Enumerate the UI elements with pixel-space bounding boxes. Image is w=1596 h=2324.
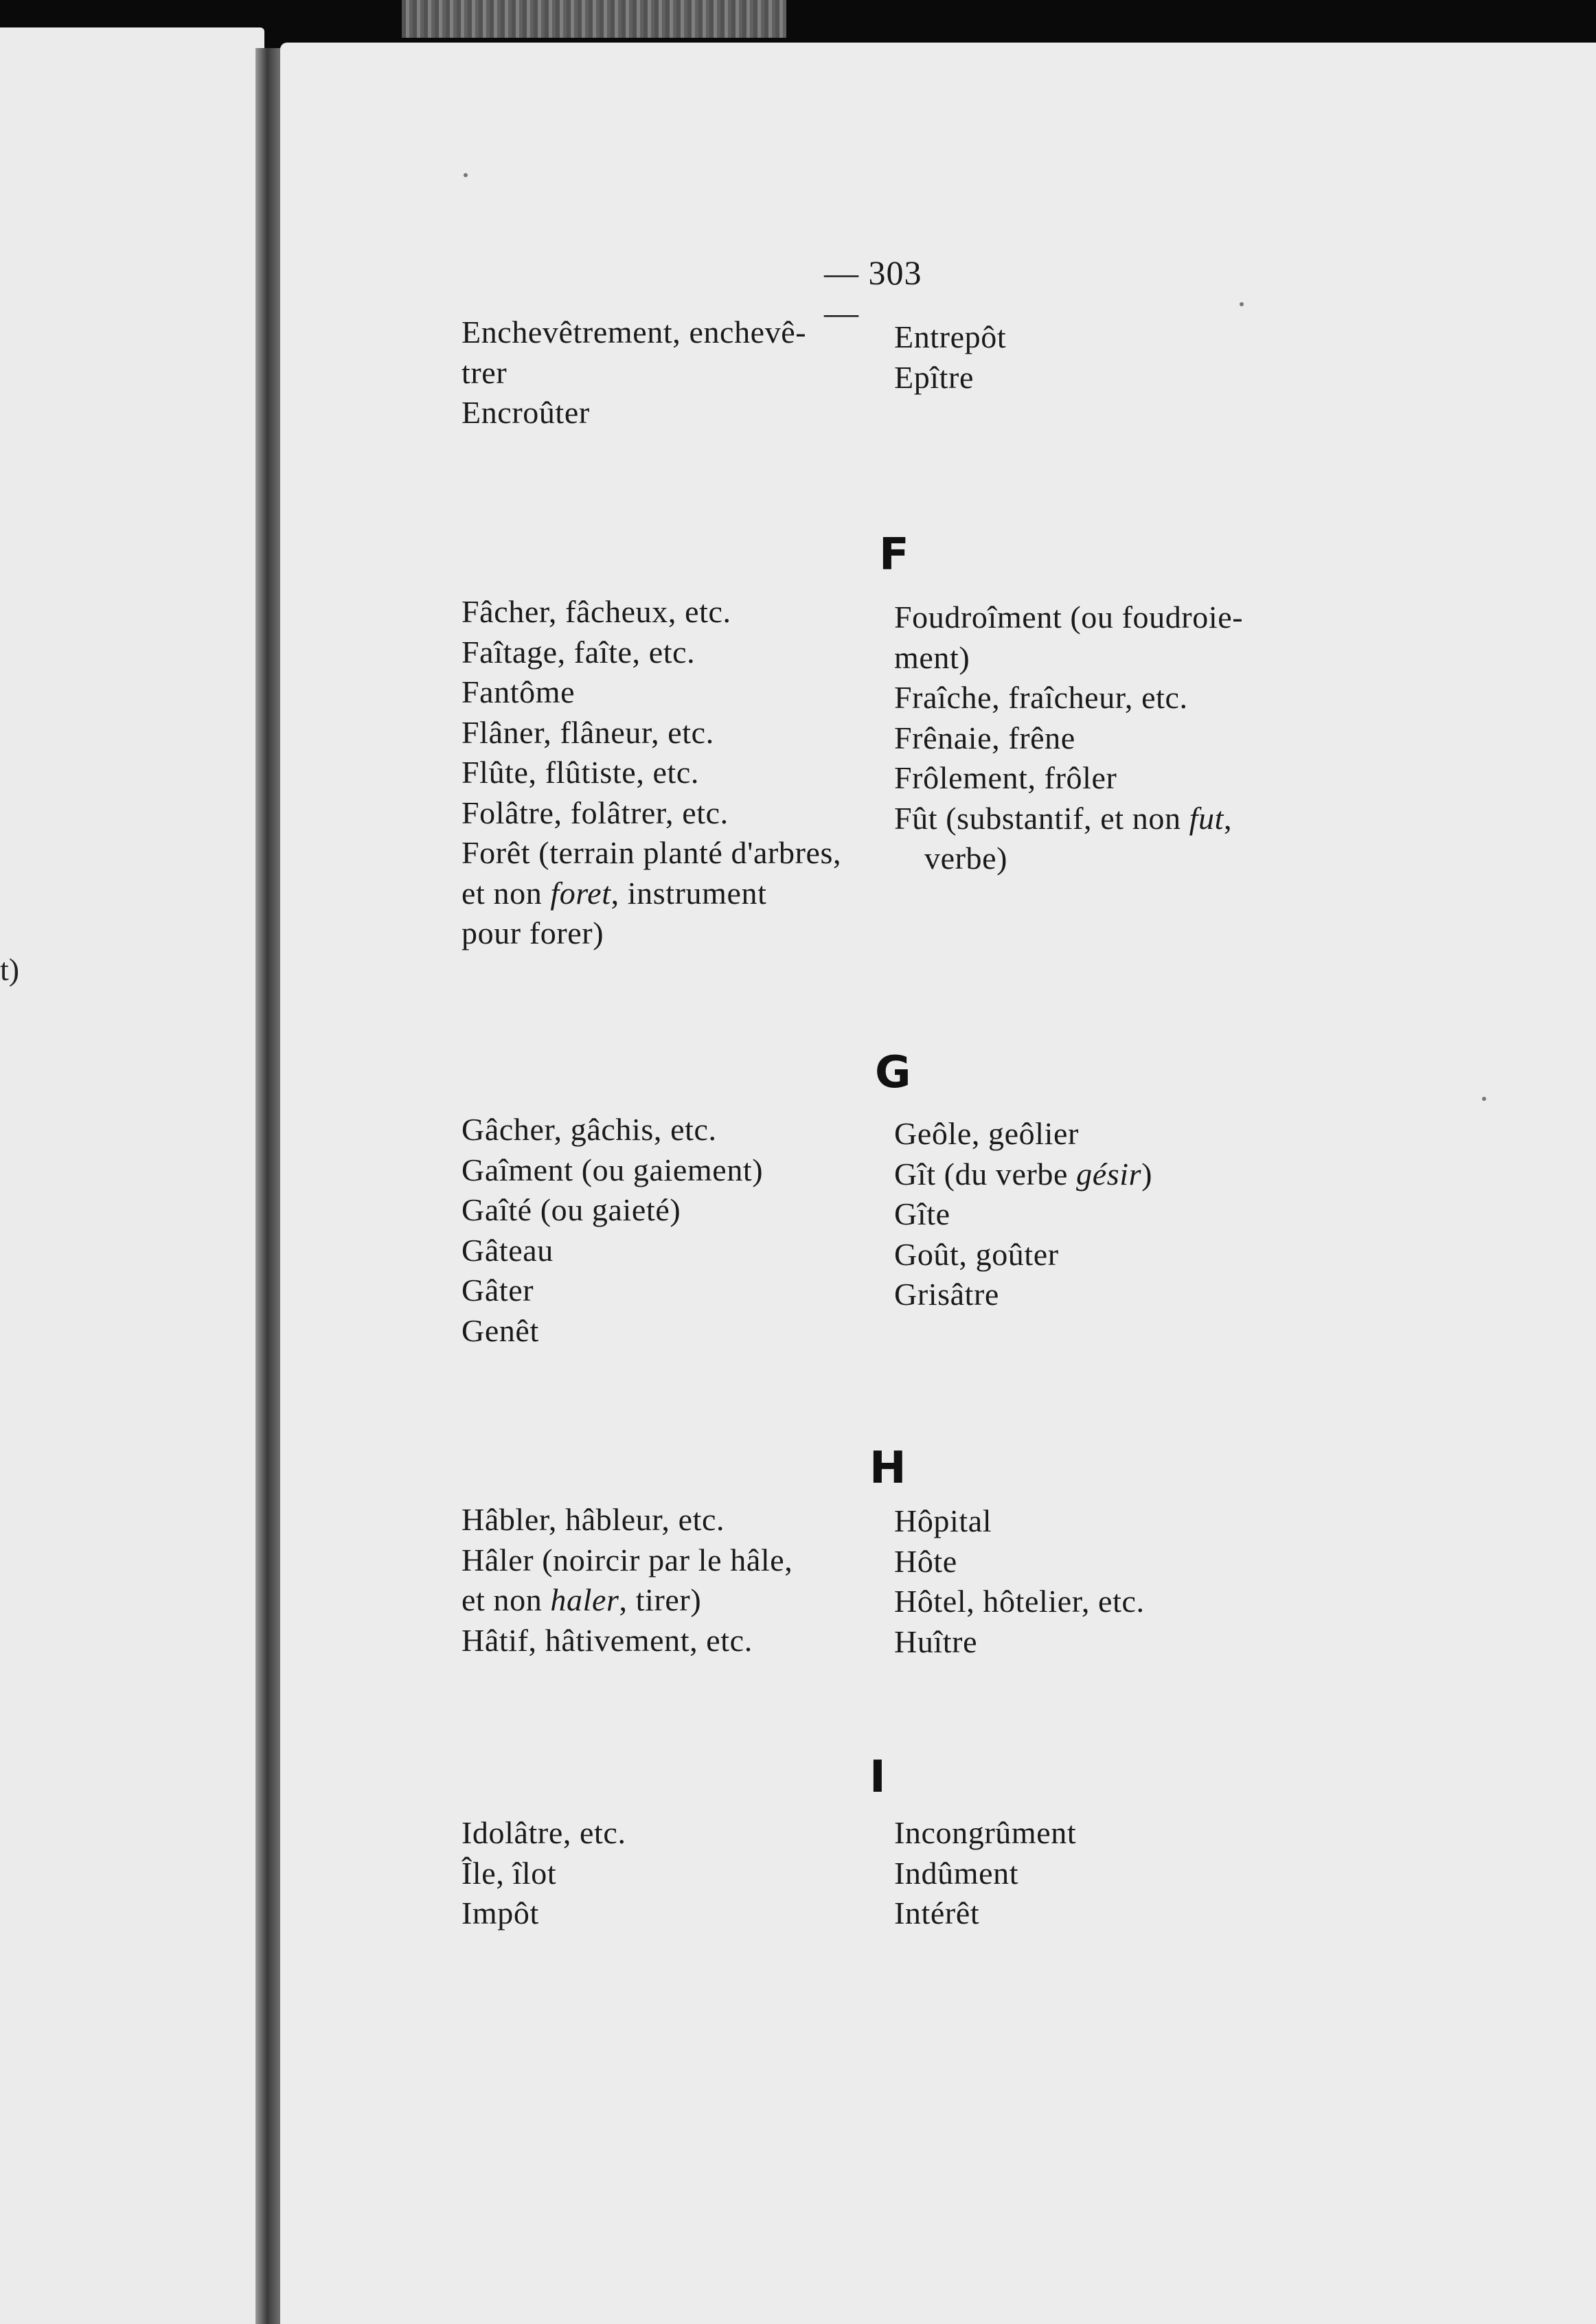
- entry-line: Genêt: [461, 1312, 539, 1348]
- book-spine: [255, 48, 282, 2324]
- entry-line: Geôle, geôlier: [894, 1116, 1079, 1151]
- entry-line: Epître: [894, 359, 974, 395]
- left-page-text-fragment: t): [0, 952, 20, 987]
- scan-speck: [464, 173, 468, 177]
- entry-line: Gâter: [461, 1273, 534, 1308]
- entry-line: Gaîment (ou gaiement): [461, 1152, 764, 1187]
- entry-line: Fâcher, fâcheux, etc.: [461, 594, 731, 629]
- entry-line: Hôtel, hôtelier, etc.: [894, 1584, 1145, 1619]
- left-page-edge: [0, 27, 264, 2324]
- entry-line: Impôt: [461, 1895, 539, 1930]
- entry-line: Gâcher, gâchis, etc.: [461, 1112, 717, 1147]
- section-letter-i: I: [869, 1752, 886, 1803]
- entry-line: Faîtage, faîte, etc.: [461, 634, 696, 670]
- entry-line: Île, îlot: [461, 1855, 557, 1891]
- entry-line: Idolâtre, etc.: [461, 1815, 626, 1850]
- section-f-right-column: [894, 597, 1334, 879]
- entry-line: Gâteau: [461, 1232, 554, 1268]
- entry-line: Fantôme: [461, 674, 575, 709]
- scan-edge-strip: [402, 0, 786, 38]
- section-h-left-column: [461, 1500, 901, 1661]
- entry-line: Frênaie, frêne: [894, 720, 1075, 755]
- entry-line: Huître: [894, 1624, 978, 1659]
- section-i-left-column: [461, 1813, 901, 1934]
- italic-term: haler: [550, 1582, 619, 1617]
- entry-line: Encroûter: [461, 395, 590, 430]
- entry-line: Gîte: [894, 1196, 950, 1231]
- entry-line: Fraîche, fraîcheur, etc.: [894, 680, 1188, 715]
- entry-line: Foudroîment (ou foudroie-: [894, 600, 1244, 635]
- section-f-left-column: [461, 592, 901, 954]
- entry-line: Frôlement, frôler: [894, 760, 1117, 795]
- section-letter-g: G: [875, 1047, 911, 1098]
- entry-line: Hôte: [894, 1543, 957, 1579]
- entry-line: Entrepôt: [894, 319, 1007, 354]
- section-h-right-column: [894, 1501, 1334, 1662]
- entry-line: Hôpital: [894, 1503, 992, 1538]
- entry-line: Hâbler, hâbleur, etc.: [461, 1502, 725, 1537]
- section-letter-h: H: [869, 1443, 907, 1494]
- entry-line: Hâler (noircir par le hâle,: [461, 1542, 793, 1577]
- entry-line: Indûment: [894, 1855, 1019, 1891]
- page-number: — 303 —: [824, 253, 922, 332]
- entry-line: Goût, goûter: [894, 1236, 1059, 1272]
- entry-line: Hâtif, hâtivement, etc.: [461, 1622, 753, 1658]
- entry-line: Enchevêtrement, enchevê-: [461, 315, 807, 350]
- section-e-left-column: [461, 312, 901, 433]
- entry-line: Gaîté (ou gaieté): [461, 1192, 681, 1227]
- section-i-right-column: [894, 1813, 1334, 1934]
- entry-line: pour forer): [461, 915, 604, 950]
- section-g-left-column: [461, 1110, 901, 1351]
- entry-line: Gît (du verbe gésir): [894, 1156, 1153, 1192]
- scan-speck: [1240, 302, 1244, 306]
- entry-line: verbe): [924, 841, 1008, 876]
- entry-line: trer: [461, 354, 508, 390]
- entry-line: et non foret, instrument: [461, 875, 767, 911]
- entry-line: Incongrûment: [894, 1815, 1077, 1850]
- entry-line: ment): [894, 639, 970, 675]
- italic-term: fut: [1189, 800, 1224, 836]
- scan-speck: [1482, 1097, 1486, 1101]
- entry-line: et non haler, tirer): [461, 1582, 702, 1617]
- section-g-right-column: [894, 1114, 1334, 1315]
- section-e-right-column: [894, 317, 1334, 398]
- entry-line: Flûte, flûtiste, etc.: [461, 755, 700, 790]
- italic-term: gésir: [1076, 1156, 1142, 1192]
- entry-line: Grisâtre: [894, 1277, 999, 1312]
- entry-line: Fût (substantif, et non fut,: [894, 800, 1233, 836]
- entry-line: Intérêt: [894, 1895, 980, 1930]
- entry-line: Forêt (terrain planté d'arbres,: [461, 835, 842, 870]
- entry-line: Folâtre, folâtrer, etc.: [461, 795, 729, 830]
- section-letter-f: F: [879, 529, 909, 580]
- entry-line: Flâner, flâneur, etc.: [461, 714, 714, 750]
- italic-term: foret: [550, 875, 611, 911]
